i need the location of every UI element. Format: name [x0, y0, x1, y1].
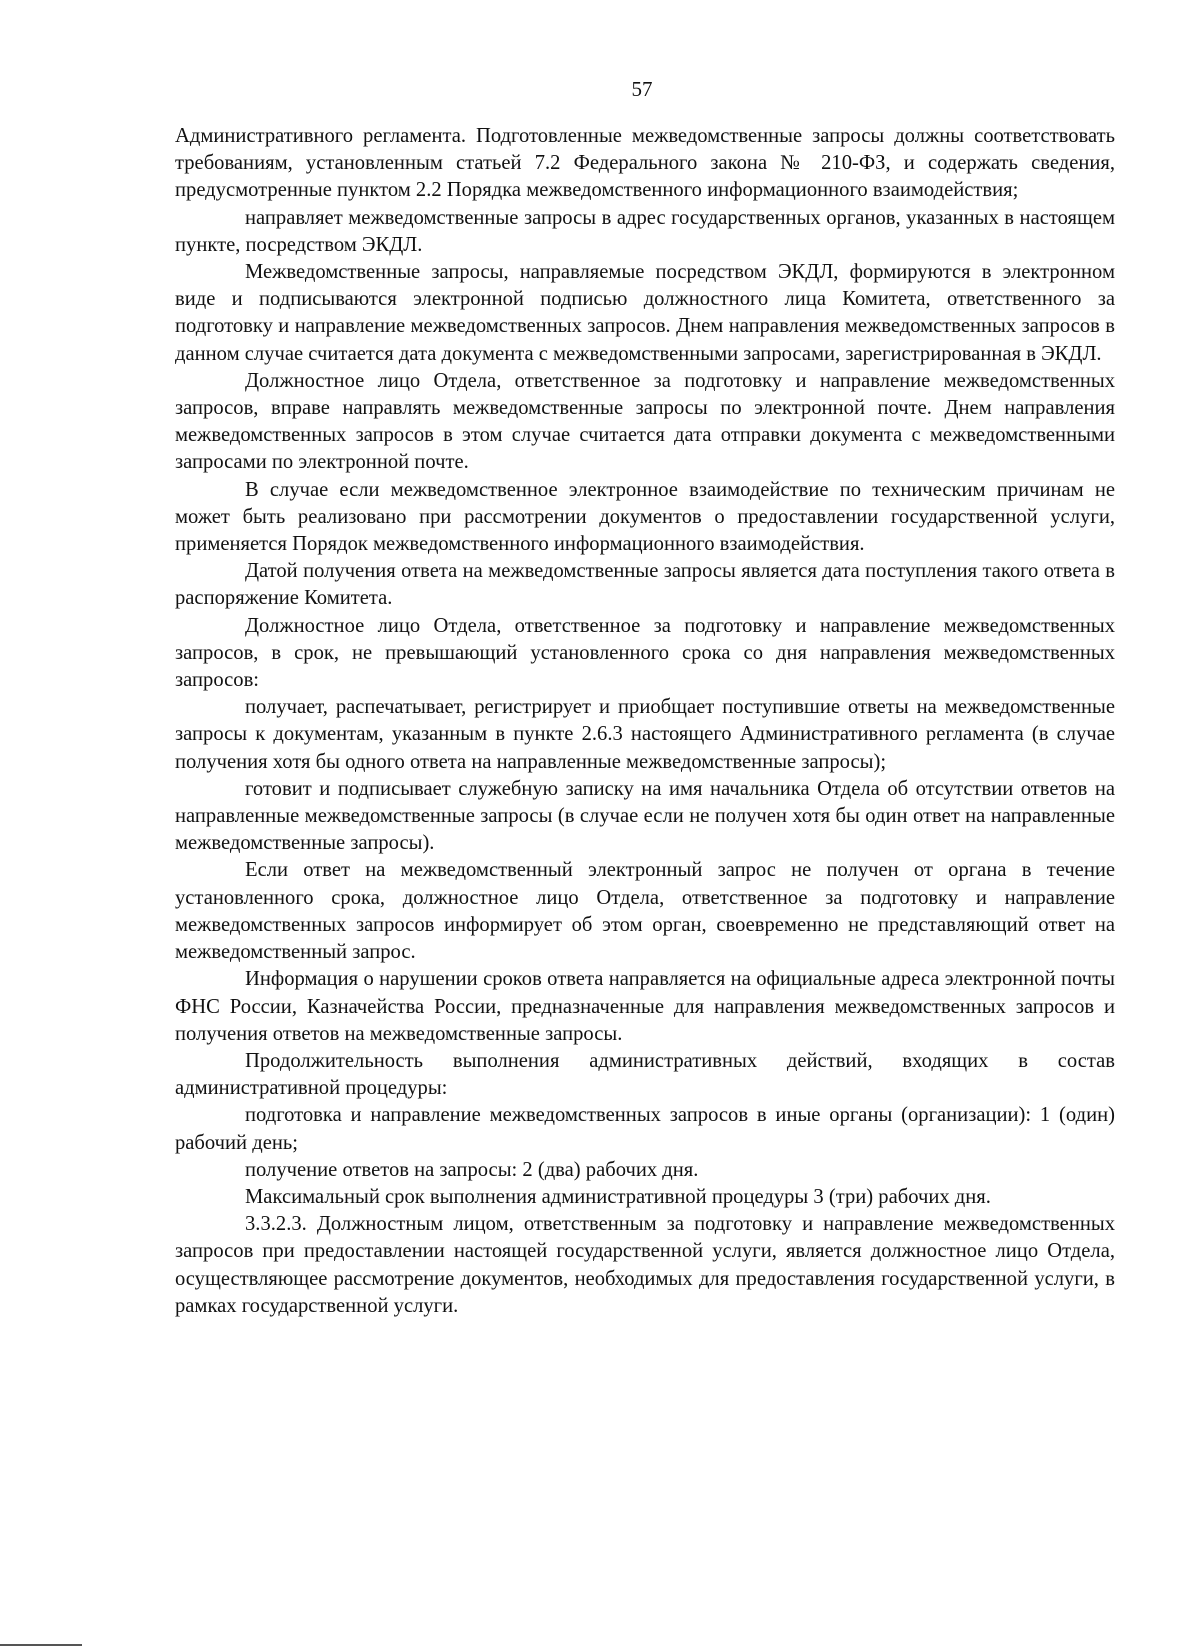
- page-number: 57: [631, 77, 653, 101]
- document-body: [175, 123, 1115, 1320]
- paragraph-12: Продолжительность выполнения административных действий, входящих в состав административной процедуры:: [175, 1049, 1115, 1100]
- scan-edge-mark: [0, 1644, 82, 1646]
- paragraph-16: 3.3.2.3. Должностным лицом, ответственным за подготовку и направление межведомственных запросов при предоставлении настоящей государственной услуги, является должностное лицо Отдела, осуществляющее рассмотрение документов, необходимых для предоставления государственной услуги, в рамках государственной услуги.: [175, 1213, 1115, 1317]
- paragraph-10: Если ответ на межведомственный электронный запрос не получен от органа в течение установленного срока, должностное лицо Отдела, ответственное за подготовку и направление межведомственных запросов информирует об этом орган, своевременно не представляющий ответ на межведомственный запрос.: [175, 859, 1115, 964]
- paragraph-15: Максимальный срок выполнения административной процедуры 3 (три) рабочих дня.: [245, 1185, 991, 1208]
- paragraph-13: подготовка и направление межведомственных запросов в иные органы (организации): 1 (один) рабочий день;: [175, 1104, 1115, 1154]
- paragraph-3: Межведомственные запросы, направляемые посредством ЭКДЛ, формируются в электронном виде и подписываются электронной подписью должностного лица Комитета, ответственного за подготовку и направление межведомственных запросов. Днем направления межведомственных запросов в данном случае считается дата документа с межведомственными запросами, зарегистрированная в ЭКДЛ.: [175, 261, 1115, 365]
- paragraph-11: Информация о нарушении сроков ответа направляется на официальные адреса электронной почты ФНС России, Казначейства России, предназначенные для направления межведомственных запросов и получения ответов на межведомственные запросы.: [175, 968, 1115, 1045]
- paragraph-1: Административного регламента. Подготовленные межведомственные запросы должны соответствовать требованиям, установленным статьей 7.2 Федерального закона № 210-ФЗ, и содержать сведения, предусмотренные пунктом 2.2 Порядка межведомственного информационного взаимодействия;: [175, 125, 1115, 202]
- paragraph-8: получает, распечатывает, регистрирует и приобщает поступившие ответы на межведомственные запросы к документам, указанным в пункте 2.6.3 настоящего Административного регламента (в случае получения хотя бы одного ответа на направленные межведомственные запросы);: [175, 696, 1115, 773]
- paragraph-6: Датой получения ответа на межведомственные запросы является дата поступления такого ответа в распоряжение Комитета.: [175, 560, 1115, 610]
- paragraph-2: направляет межведомственные запросы в адрес государственных органов, указанных в настоящем пункте, посредством ЭКДЛ.: [175, 206, 1115, 256]
- paragraph-4: Должностное лицо Отдела, ответственное за подготовку и направление межведомственных запросов, вправе направлять межведомственные запросы по электронной почте. Днем направления межведомственных запросов в этом случае считается дата отправки документа с межведомственными запросами по электронной почте.: [175, 369, 1115, 474]
- paragraph-9: готовит и подписывает служебную записку на имя начальника Отдела об отсутствии ответов на направленные межведомственные запросы (в случае если не получен хотя бы один ответ на направленные межведомственные запросы).: [175, 777, 1115, 855]
- paragraph-7: Должностное лицо Отдела, ответственное за подготовку и направление межведомственных запросов, в срок, не превышающий установленного срока со дня направления межведомственных запросов:: [175, 614, 1115, 692]
- paragraph-14: получение ответов на запросы: 2 (два) рабочих дня.: [245, 1158, 699, 1181]
- paragraph-5: В случае если межведомственное электронное взаимодействие по техническим причинам не может быть реализовано при рассмотрении документов о предоставлении государственной услуги, применяется Порядок межведомственного информационного взаимодействия.: [175, 478, 1115, 556]
